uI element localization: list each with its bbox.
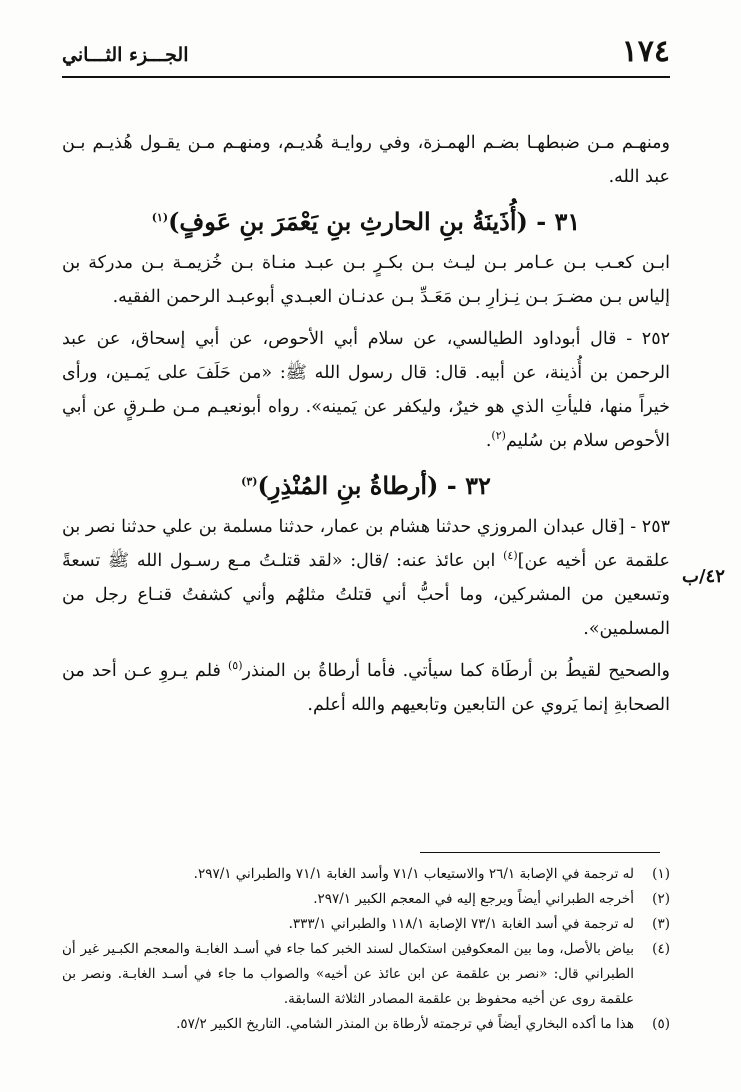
entry-heading-31: [62, 202, 670, 242]
conclusion-paragraph: [62, 654, 670, 722]
hadith-253: [62, 510, 670, 646]
conclusion-text-b: فلم يـروِ عـن أحد من الصحابةِ إنما يَروي عن التابعين وتابعيهم والله أعلم.: [62, 661, 670, 715]
footnote: [62, 912, 670, 937]
footnote: [62, 1012, 670, 1037]
running-title: الجـــزء الثـــاني: [62, 44, 189, 66]
footnotes: [62, 862, 670, 1037]
page-header: [62, 30, 670, 78]
footnote-ref-3[interactable]: (٣): [241, 475, 258, 488]
footnote: [62, 862, 670, 887]
footnote-number: (٣): [652, 916, 670, 932]
footnote-text: هذا ما أكده البخاري أيضاً في ترجمته لأرطاة بن المنذر الشامي. التاريخ الكبير ٥٧/٢.: [176, 1016, 634, 1032]
footnote-ref-2[interactable]: (٢): [491, 429, 506, 443]
footnote-text: له ترجمة في الإصابة ٢٦/١ والاستيعاب ٧١/١ وأسد الغابة ٧١/١ والطبراني ٢٩٧/١.: [193, 866, 634, 882]
footnote-number: (٤): [652, 941, 670, 957]
hadith-252: ٢٥٢ - قال أبوداود الطيالسي، عن سلام أبي الأحوص، عن أبي إسحاق، عن عبد الرحمن بن أُذينة، عن أبيه. قال: قال رسول الله ﷺ: «من حَلَفَ على يَمـين، ورأى خيراً منها، فليأتِ الذي هو خيرٌ، وليكفر عن يَمينه». رواه أبونعيـم مـن طـرقٍ عن أبي الأحوص سلام بن سُليم$^{(٢)}$.: [62, 329, 670, 451]
footnote-separator: [420, 852, 660, 853]
page-number: ١٧٤: [621, 34, 670, 69]
footnote-number: (٥): [652, 1016, 670, 1032]
conclusion-text-a: والصحيح لقيطُ بن أرطَاة كما سيأتي. فأما أرطاةُ بن المنذر: [242, 661, 670, 681]
footnote-number: (٢): [652, 891, 670, 907]
main-text: [62, 126, 670, 730]
footnote-ref-5[interactable]: (٥): [228, 659, 243, 673]
footnote-text: بياض بالأصل، وما بين المعكوفين استكمال لسند الخبر كما جاء في أسـد الغابـة والمعجم الكبـير غير أن الطبراني قال: «نصر بن علقمة عن ابن عائذ عن أخيه» والصواب ما جاء في أسـد الغابـة. ونصر بن علقمة روى عن أخيه محفوظ بن علقمة المصادر الثلاثة السابقة.: [62, 941, 634, 1007]
footnote: [62, 887, 670, 912]
footnote-text: أخرجه الطبراني أيضاً ويرجع إليه في المعجم الكبير ٢٩٧/١.: [313, 891, 634, 907]
lineage-paragraph: ابـن كعـب بـن عـامر بـن ليـث بـن بكـرٍ بـن عبـد منـاة بـن خُزيمـة بـن مدركة بن إلياس بـن مضـرَ بـن نِـزارِ بـن مَعَـدِّ بـن عدنـان العبـدي أبوعبـد الرحمن الفقيه.: [62, 253, 670, 307]
footnote-text: له ترجمة في أسد الغابة ٧٣/١ الإصابة ١١٨/١ والطبراني ٣٣٣/١.: [288, 916, 634, 932]
entry-heading-32: [62, 466, 670, 506]
entry-heading-32-text: ٣٢ - (أرطاةُ بنِ المُنْذِرِ): [257, 471, 491, 500]
footnote-ref-1[interactable]: (١): [151, 211, 169, 224]
entry-heading-31-text: ٣١ - (أُذَينَةُ بنِ الحارثِ بنِ يَعْمَرَ بنِ عَوفٍ): [168, 207, 581, 236]
hadith-252-text: ٢٥٢ - قال أبوداود الطيالسي، عن سلام أبي الأحوص، عن أبي إسحاق، عن عبد الرحمن بن أُذينة، عن أبيه. قال: قال رسول الله ﷺ: «من حَلَفَ على يَمـين، ورأى خيراً منها، فليأتِ الذي هو خيرٌ، وليكفر عن يَمينه». رواه أبونعيـم مـن طـرقٍ عن أبي الأحوص سلام بن سُليم: [62, 329, 670, 451]
intro-paragraph: ومنهـم مـن ضبطهـا بضـم الهمـزة، وفي روايـة هُديـم، ومنهـم مـن يقـول هُذيـم بـن عبد الله.: [62, 133, 670, 187]
footnote-number: (١): [652, 866, 670, 882]
footnote: [62, 937, 670, 1012]
footnote-ref-4[interactable]: (٤): [503, 549, 518, 563]
hadith-253-text-a: ٢٥٣ - [قال عبدان المروزي حدثنا هشام بن عمار، حدثنا مسلمة بن علي حدثنا نصر بن علقمة عن أخيه عن]: [62, 517, 670, 571]
hadith-253-text-b: ابن عائذ عنه: /قال: «لقد قتلـتُ مـع رسـول الله ﷺ تسعةً وتسعين من المشركين، وما أحبُّ أني قتلتُ مثلهُم وأني كشفتُ قنـاع رجل من المسلمين».: [62, 551, 670, 639]
manuscript-folio-marker: ٤٢/ب: [682, 566, 725, 587]
